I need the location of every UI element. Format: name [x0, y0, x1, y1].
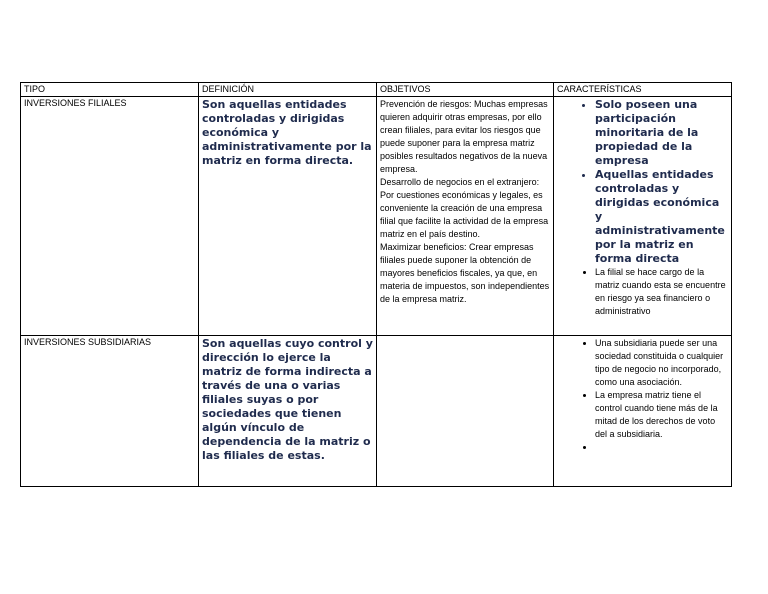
list-item: • Solo poseen una participación minoritaria de la propiedad de la empresa [595, 98, 728, 168]
header-tipo: TIPO [21, 83, 199, 97]
cell-tipo: INVERSIONES SUBSIDIARIAS [21, 336, 199, 487]
objetivo-item: Desarrollo de negocios en el extranjero: Por cuestiones económicas y legales, es conveniente la creación de una empresa filial que facilite la actividad de la empresa matriz en el país destino. [380, 177, 549, 239]
header-caracteristicas: CARACTERÍSTICAS [554, 83, 732, 97]
caracteristicas-list [557, 98, 728, 318]
cell-objetivos [377, 336, 554, 487]
list-item: • La empresa matriz tiene el control cuando tiene más de la mitad de los derechos de voto del a subsidiaria. [595, 389, 728, 441]
header-objetivos: OBJETIVOS [377, 83, 554, 97]
cell-definicion: Son aquellas cuyo control y dirección lo ejerce la matriz de forma indirecta a través de una o varias filiales suyas o por sociedades que tienen algún vínculo de dependencia de la matriz o las filiales de estas. [199, 336, 377, 487]
list-item: • Aquellas entidades controladas y dirigidas económica y administrativamente por la matriz en forma directa [595, 168, 728, 266]
cell-definicion: Son aquellas entidades controladas y dirigidas económica y administrativamente por la matriz en forma directa. [199, 97, 377, 336]
caracteristicas-list [557, 337, 728, 454]
comparison-table [20, 82, 732, 487]
objetivo-item: Maximizar beneficios: Crear empresas filiales puede suponer la obtención de mayores beneficios fiscales, ya que, en materia de impuestos, son independientes de la empresa matriz. [380, 242, 550, 304]
cell-caracteristicas [554, 336, 732, 487]
cell-caracteristicas [554, 97, 732, 336]
list-item: • Una subsidiaria puede ser una sociedad constituida o cualquier tipo de negocio no incorporado, como una asociación. [595, 337, 728, 389]
table-row [21, 336, 732, 487]
table-row [21, 97, 732, 336]
header-definicion: DEFINICIÓN [199, 83, 377, 97]
list-item [595, 441, 728, 454]
header-row [21, 83, 732, 97]
objetivo-item: Prevención de riesgos: Muchas empresas quieren adquirir otras empresas, por ello crean filiales, para evitar los riesgos que puede suponer para la empresa matriz posibles resultados negativos de la nueva empresa. [380, 99, 548, 174]
cell-objetivos [377, 97, 554, 336]
cell-tipo: INVERSIONES FILIALES [21, 97, 199, 336]
list-item: • La filial se hace cargo de la matriz cuando esta se encuentre en riesgo ya sea financiero o administrativo [595, 266, 728, 318]
